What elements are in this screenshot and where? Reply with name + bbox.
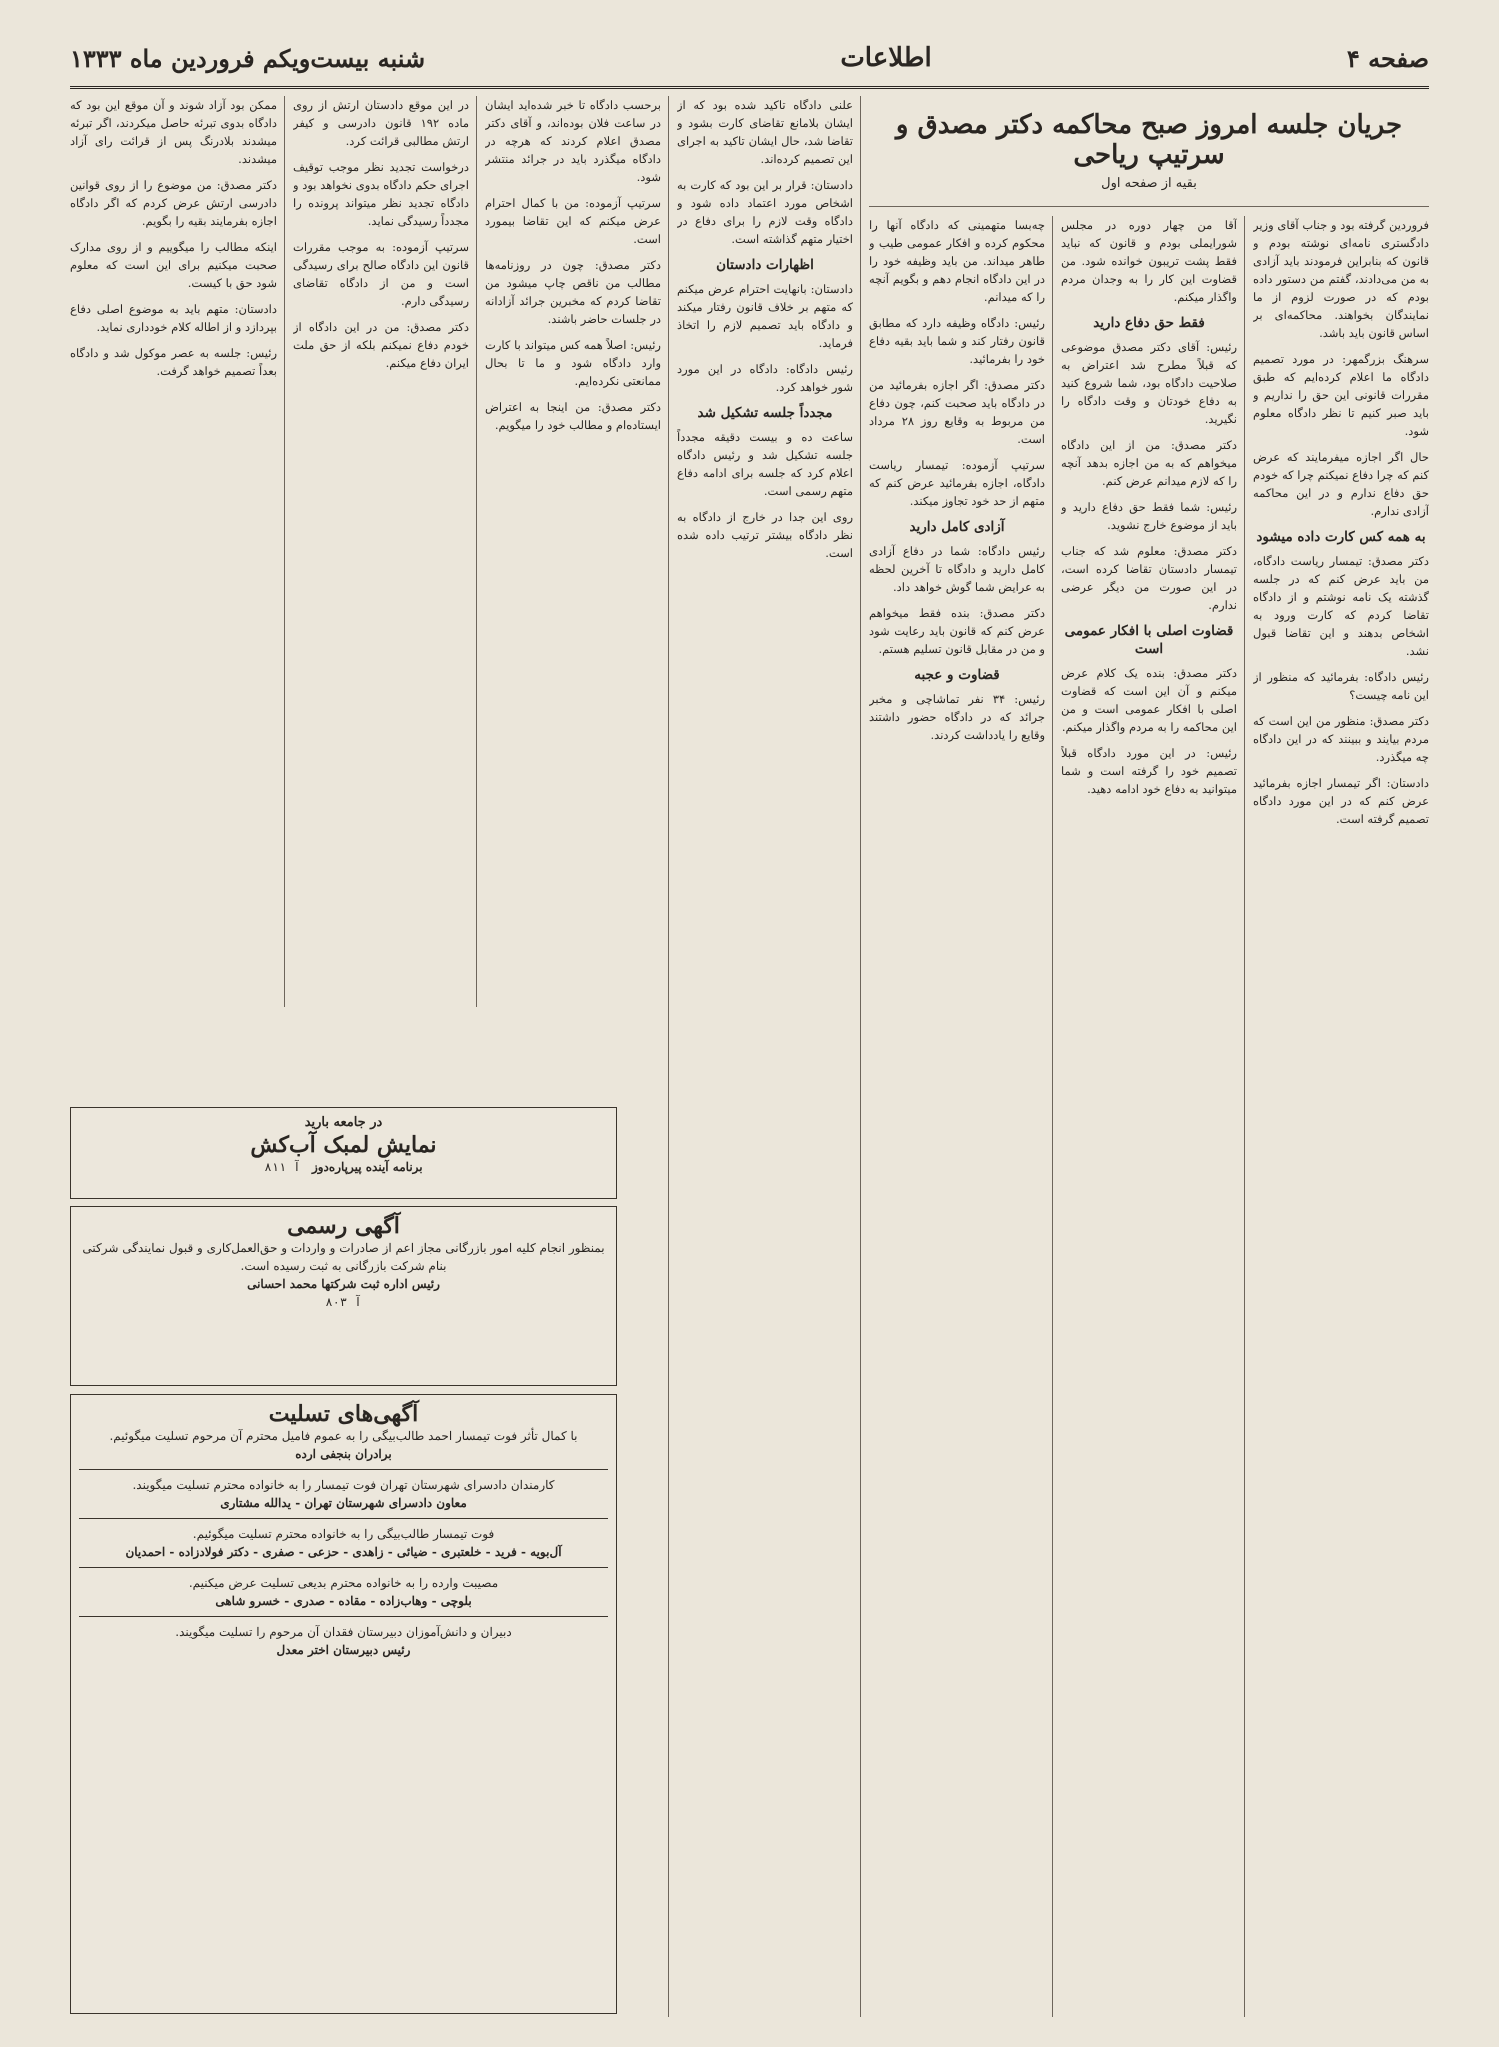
paragraph: دکتر مصدق: منظور من این است که مردم بیایند و ببینند که در این دادگاه چه میگذرد.: [1253, 714, 1429, 764]
cinema-ad: [70, 1107, 617, 1199]
condolence-sign: معاون دادسرای شهرستان تهران - یدالله مشتاری: [220, 1496, 467, 1510]
column-rule: [476, 96, 477, 1007]
paragraph: برحسب دادگاه تا خبر شده‌اید ایشان در ساعت فلان بوده‌اند، و آقای دکتر مصدق اعلام کردند که هرچه در دادگاه میگذرد باید در جرائد منتشر شود.: [485, 98, 661, 184]
date-line: شنبه بیست‌ویکم فروردین ماه ۱۳۳۳: [70, 43, 426, 73]
paragraph: چه‌بسا متهمینی که دادگاه آنها را محکوم کرده و افکار عمومی طیب و طاهر میداند. من باید وظیفه خود را در این دادگاه انجام دهم و بگویم آنچه را که میدانم.: [869, 218, 1045, 304]
condolence-text: فوت تیمسار طالب‌بیگی را به خانواده محترم تسلیت میگوئیم.: [192, 1527, 495, 1541]
paragraph: رئیس: آقای دکتر مصدق موضوعی که قبلاً مطرح شد اعتراض به صلاحیت دادگاه بود، شما شروع کنید به دفاع خودتان و وقت دادگاه را نگیرید.: [1061, 340, 1237, 426]
condolence-text: کارمندان دادسرای شهرستان تهران فوت تیمسار را به خانواده محترم تسلیت میگویند.: [132, 1478, 555, 1492]
column-2: [1061, 216, 1237, 2017]
cinema-sub: برنامه آینده پیرپاره‌دوز: [311, 1160, 423, 1174]
column-rule: [668, 96, 669, 2017]
condolence-text: مصیبت وارده را به خانواده محترم بدیعی تسلیت عرض میکنیم.: [188, 1576, 499, 1590]
paragraph: ممکن بود آزاد شوند و آن موقع این بود که دادگاه بدوی تبرئه حاصل میکردند، اگر تبرئه میشدند بلادرنگ پس از قرائت رای آزاد میشدند.: [70, 98, 277, 166]
paragraph: دکتر مصدق: تیمسار ریاست دادگاه، من باید عرض کنم که در جلسه گذشته یک نامه نوشتم و از دادگاه تقاضا کردم که کارت ورود به اشخاص بدهند و این تقاضا قبول نشد.: [1253, 554, 1429, 658]
paragraph: اینکه مطالب را میگوییم و از روی مدارک صحبت میکنیم برای این است که معلوم شود حق با کیست.: [70, 240, 277, 290]
paragraph: رئیس دادگاه: دادگاه در این مورد شور خواهد کرد.: [677, 362, 853, 394]
column-1: [1253, 216, 1429, 2017]
paragraph: دکتر مصدق: من از این دادگاه میخواهم که به من اجازه بدهد آنچه را که لازم میدانم عرض کنم.: [1061, 438, 1237, 488]
paragraph: دکتر مصدق: معلوم شد که جناب تیمسار دادستان تقاضا کرده است، در این صورت من دیگر عرضی ندارم.: [1061, 544, 1237, 612]
paragraph: فروردین گرفته بود و جناب آقای وزیر دادگستری نامه‌ای نوشته بودم و قانون که بنابراین فرمودند باید آزادی به من می‌دادند، گفتم من دستور داده بودم که در صورت لزوم از ما نمایندگان بخواهند. محاکمه‌ای بر اساس قانون باید باشد.: [1253, 218, 1429, 340]
subheading: فقط حق دفاع دارید: [1093, 315, 1205, 331]
subheading: مجدداً جلسه تشکیل شد: [697, 405, 833, 421]
column-rule: [284, 96, 285, 1007]
condolence-text: دبیران و دانش‌آموزان دبیرستان فقدان آن مرحوم را تسلیت میگویند.: [175, 1625, 512, 1639]
divider: [79, 1567, 608, 1568]
official-sign: رئیس اداره ثبت شرکتها محمد احسانی: [247, 1277, 440, 1291]
column-4: [677, 96, 853, 2017]
divider: [79, 1616, 608, 1617]
paragraph: حال اگر اجازه میفرمایند که عرض کنم که چرا دفاع نمیکنم چرا که خودم حق دفاع ندارم و در این محاکمه آزادی ندارم.: [1253, 450, 1429, 518]
paragraph: رئیس: ۳۴ نفر تماشاچی و مخبر جرائد که در دادگاه حضور داشتند وقایع را یادداشت کردند.: [869, 692, 1045, 742]
paragraph: در این موقع دادستان ارتش از روی ماده ۱۹۲ قانون دادرسی و کیفر ارتش مطالبی قرائت کرد.: [293, 98, 469, 148]
paragraph: سرتیپ آزموده: من با کمال احترام عرض میکنم که این تقاضا بیمورد است.: [485, 196, 661, 246]
paragraph: روی این جدا در خارج از دادگاه به نظر دادگاه بیشتر ترتیب داده شده است.: [677, 510, 853, 560]
paragraph: دکتر مصدق: من موضوع را از روی قوانین دادرسی ارتش عرض کردم که اگر دادگاه اجازه بفرمایند بقیه را بگویم.: [70, 178, 277, 228]
paragraph: رئیس: دادگاه وظیفه دارد که مطابق قانون رفتار کند و شما باید بقیه دفاع خود را بفرمائید.: [869, 316, 1045, 366]
page-columns: [70, 96, 1429, 2017]
condolence-sign: برادران بنجفی ارده: [295, 1447, 392, 1461]
page-number: صفحه ۴: [1346, 43, 1429, 73]
subheading: آزادی کامل دارید: [909, 519, 1005, 535]
cinema-kicker: در جامعه بارید: [304, 1115, 383, 1130]
condolence-text: با کمال تأثر فوت تیمسار احمد طالب‌بیگی را به عموم فامیل محترم آن مرحوم تسلیت میگوئیم.: [109, 1429, 578, 1443]
paragraph: ساعت ده و بیست دقیقه مجدداً جلسه تشکیل شد و رئیس دادگاه اعلام کرد که جلسه برای ادامه دفاع متهم رسمی است.: [677, 430, 853, 498]
condolence-sign: آل‌بویه - فرید - خلعتبری - ضیائی - زاهدی - حزعی - صفری - دکتر فولادزاده - احمدیان: [125, 1545, 562, 1559]
paragraph: سرتیپ آزموده: تیمسار ریاست دادگاه، اجازه بفرمائید عرض کنم که متهم از حد خود تجاوز میکند.: [869, 458, 1045, 508]
column-5: [485, 96, 661, 1007]
paragraph: سرتیپ آزموده: به موجب مقررات قانون این دادگاه صالح برای رسیدگی است و من از دادگاه تقاضای رسیدگی دارم.: [293, 240, 469, 308]
column-rule: [1052, 216, 1053, 2017]
paragraph: سرهنگ بزرگمهر: در مورد تصمیم دادگاه ما اعلام کرده‌ایم که طبق مقررات قانونی این حق را نداریم و باید صبر کنیم تا نظر دادگاه معلوم شود.: [1253, 352, 1429, 438]
official-body: بمنظور انجام کلیه امور بازرگانی مجاز اعم از صادرات و واردات و حق‌العمل‌کاری و قبول نمایندگی شرکتی بنام شرکت بازرگانی به ثبت رسیده است.: [82, 1241, 605, 1273]
paragraph: علنی دادگاه تاکید شده بود که از ایشان بلامانع تقاضای کارت بشود و تقاضا شد، حال ایشان تاکید به اجرای این تصمیم کرده‌اند.: [677, 98, 853, 166]
subheading: قضاوت و عجبه: [914, 667, 1000, 683]
paragraph: درخواست تجدید نظر موجب توقیف اجرای حکم دادگاه بدوی نخواهد بود و دادگاه تجدید نظر میتواند پرونده را مجدداً رسیدگی نماید.: [293, 160, 469, 228]
paragraph: رئیس: اصلاً همه کس میتواند با کارت وارد دادگاه شود و ما تا بحال ممانعتی نکرده‌ایم.: [485, 338, 661, 388]
column-rule: [1244, 216, 1245, 2017]
main-headline-block: [869, 96, 1429, 207]
paragraph: دکتر مصدق: اگر اجازه بفرمائید من در دادگاه باید صحبت کنم، چون دفاع من مربوط به وقایع روز ۲۸ مرداد است.: [869, 378, 1045, 446]
paragraph: رئیس: جلسه به عصر موکول شد و دادگاه بعداً تصمیم خواهد گرفت.: [70, 346, 277, 378]
divider: [79, 1469, 608, 1470]
paragraph: آقا من چهار دوره در مجلس شورایملی بودم و قانون که نباید فقط پشت تریبون خوانده شود. من قضاوت این کار را به وجدان مردم واگذار میکنم.: [1061, 218, 1237, 304]
paragraph: رئیس: شما فقط حق دفاع دارید و باید از موضوع خارج نشوید.: [1061, 500, 1237, 532]
main-headline: جریان جلسه امروز صبح محاکمه دکتر مصدق و سرتیپ ریاحی: [895, 110, 1403, 170]
subheading: به همه کس کارت داده میشود: [1256, 529, 1426, 545]
ad-code: آ ۸۱۱: [264, 1160, 301, 1174]
paragraph: دادستان: اگر تیمسار اجازه بفرمائید عرض کنم که در این مورد دادگاه تصمیم گرفته است.: [1253, 776, 1429, 826]
paragraph: رئیس دادگاه: بفرمائید که منظور از این نامه چیست؟: [1253, 670, 1429, 702]
masthead: [70, 30, 1429, 89]
official-title: آگهی رسمی: [287, 1213, 400, 1239]
paper-name: اطلاعات: [840, 43, 932, 73]
paragraph: دکتر مصدق: چون در روزنامه‌ها مطالب من ناقص چاپ میشود من تقاضا کردم که مخبرین جرائد آزادانه در جلسات حاضر باشند.: [485, 258, 661, 326]
continued-note: بقیه از صفحه اول: [1101, 176, 1197, 191]
paragraph: دکتر مصدق: من در این دادگاه از خودم دفاع نمیکنم بلکه از حق ملت ایران دفاع میکنم.: [293, 320, 469, 370]
paragraph: دکتر مصدق: من اینجا به اعتراض ایستاده‌ام و مطالب خود را میگویم.: [485, 400, 661, 432]
column-6: [293, 96, 469, 1007]
subheading: قضاوت اصلی با افکار عمومی است: [1064, 623, 1234, 657]
official-notice: [70, 1206, 617, 1386]
cinema-title: نمایش لمبک آب‌کش: [250, 1132, 437, 1158]
paragraph: دادستان: متهم باید به موضوع اصلی دفاع بپردازد و از اطاله کلام خودداری نماید.: [70, 302, 277, 334]
subheading: اظهارات دادستان: [716, 257, 814, 273]
condolence-sign: بلوچی - وهاب‌زاده - مقاده - صدری - خسرو شاهی: [215, 1594, 472, 1608]
paragraph: رئیس: در این مورد دادگاه قبلاً تصمیم خود را گرفته است و شما میتوانید به دفاع خود ادامه دهید.: [1061, 746, 1237, 796]
column-3: [869, 216, 1045, 2017]
paragraph: رئیس دادگاه: شما در دفاع آزادی کامل دارید و دادگاه تا آخرین لحظه به عرایض شما گوش خواهد داد.: [869, 544, 1045, 594]
paragraph: دادستان: بانهایت احترام عرض میکنم که متهم بر خلاف قانون رفتار میکند و دادگاه باید تصمیم لازم را اتخاذ فرماید.: [677, 282, 853, 350]
paragraph: دکتر مصدق: بنده فقط میخواهم عرض کنم که قانون باید رعایت شود و من در مقابل قانون تسلیم هستم.: [869, 606, 1045, 656]
condolence-title: آگهی‌های تسلیت: [268, 1401, 419, 1427]
column-rule: [860, 96, 861, 2017]
paragraph: دکتر مصدق: بنده یک کلام عرض میکنم و آن این است که قضاوت اصلی با افکار عمومی است و من این محاکمه را به مردم واگذار میکنم.: [1061, 666, 1237, 734]
paragraph: دادستان: قرار بر این بود که کارت به اشخاص مورد اعتماد داده شود و دادگاه وقت لازم را برای دفاع در اختیار متهم گذاشته است.: [677, 178, 853, 246]
divider: [79, 1518, 608, 1519]
condolence-notices: [70, 1394, 617, 2014]
ad-code: آ ۸۰۳: [325, 1295, 362, 1309]
condolence-sign: رئیس دبیرستان اختر معدل: [276, 1643, 411, 1657]
column-7: [70, 96, 277, 1007]
